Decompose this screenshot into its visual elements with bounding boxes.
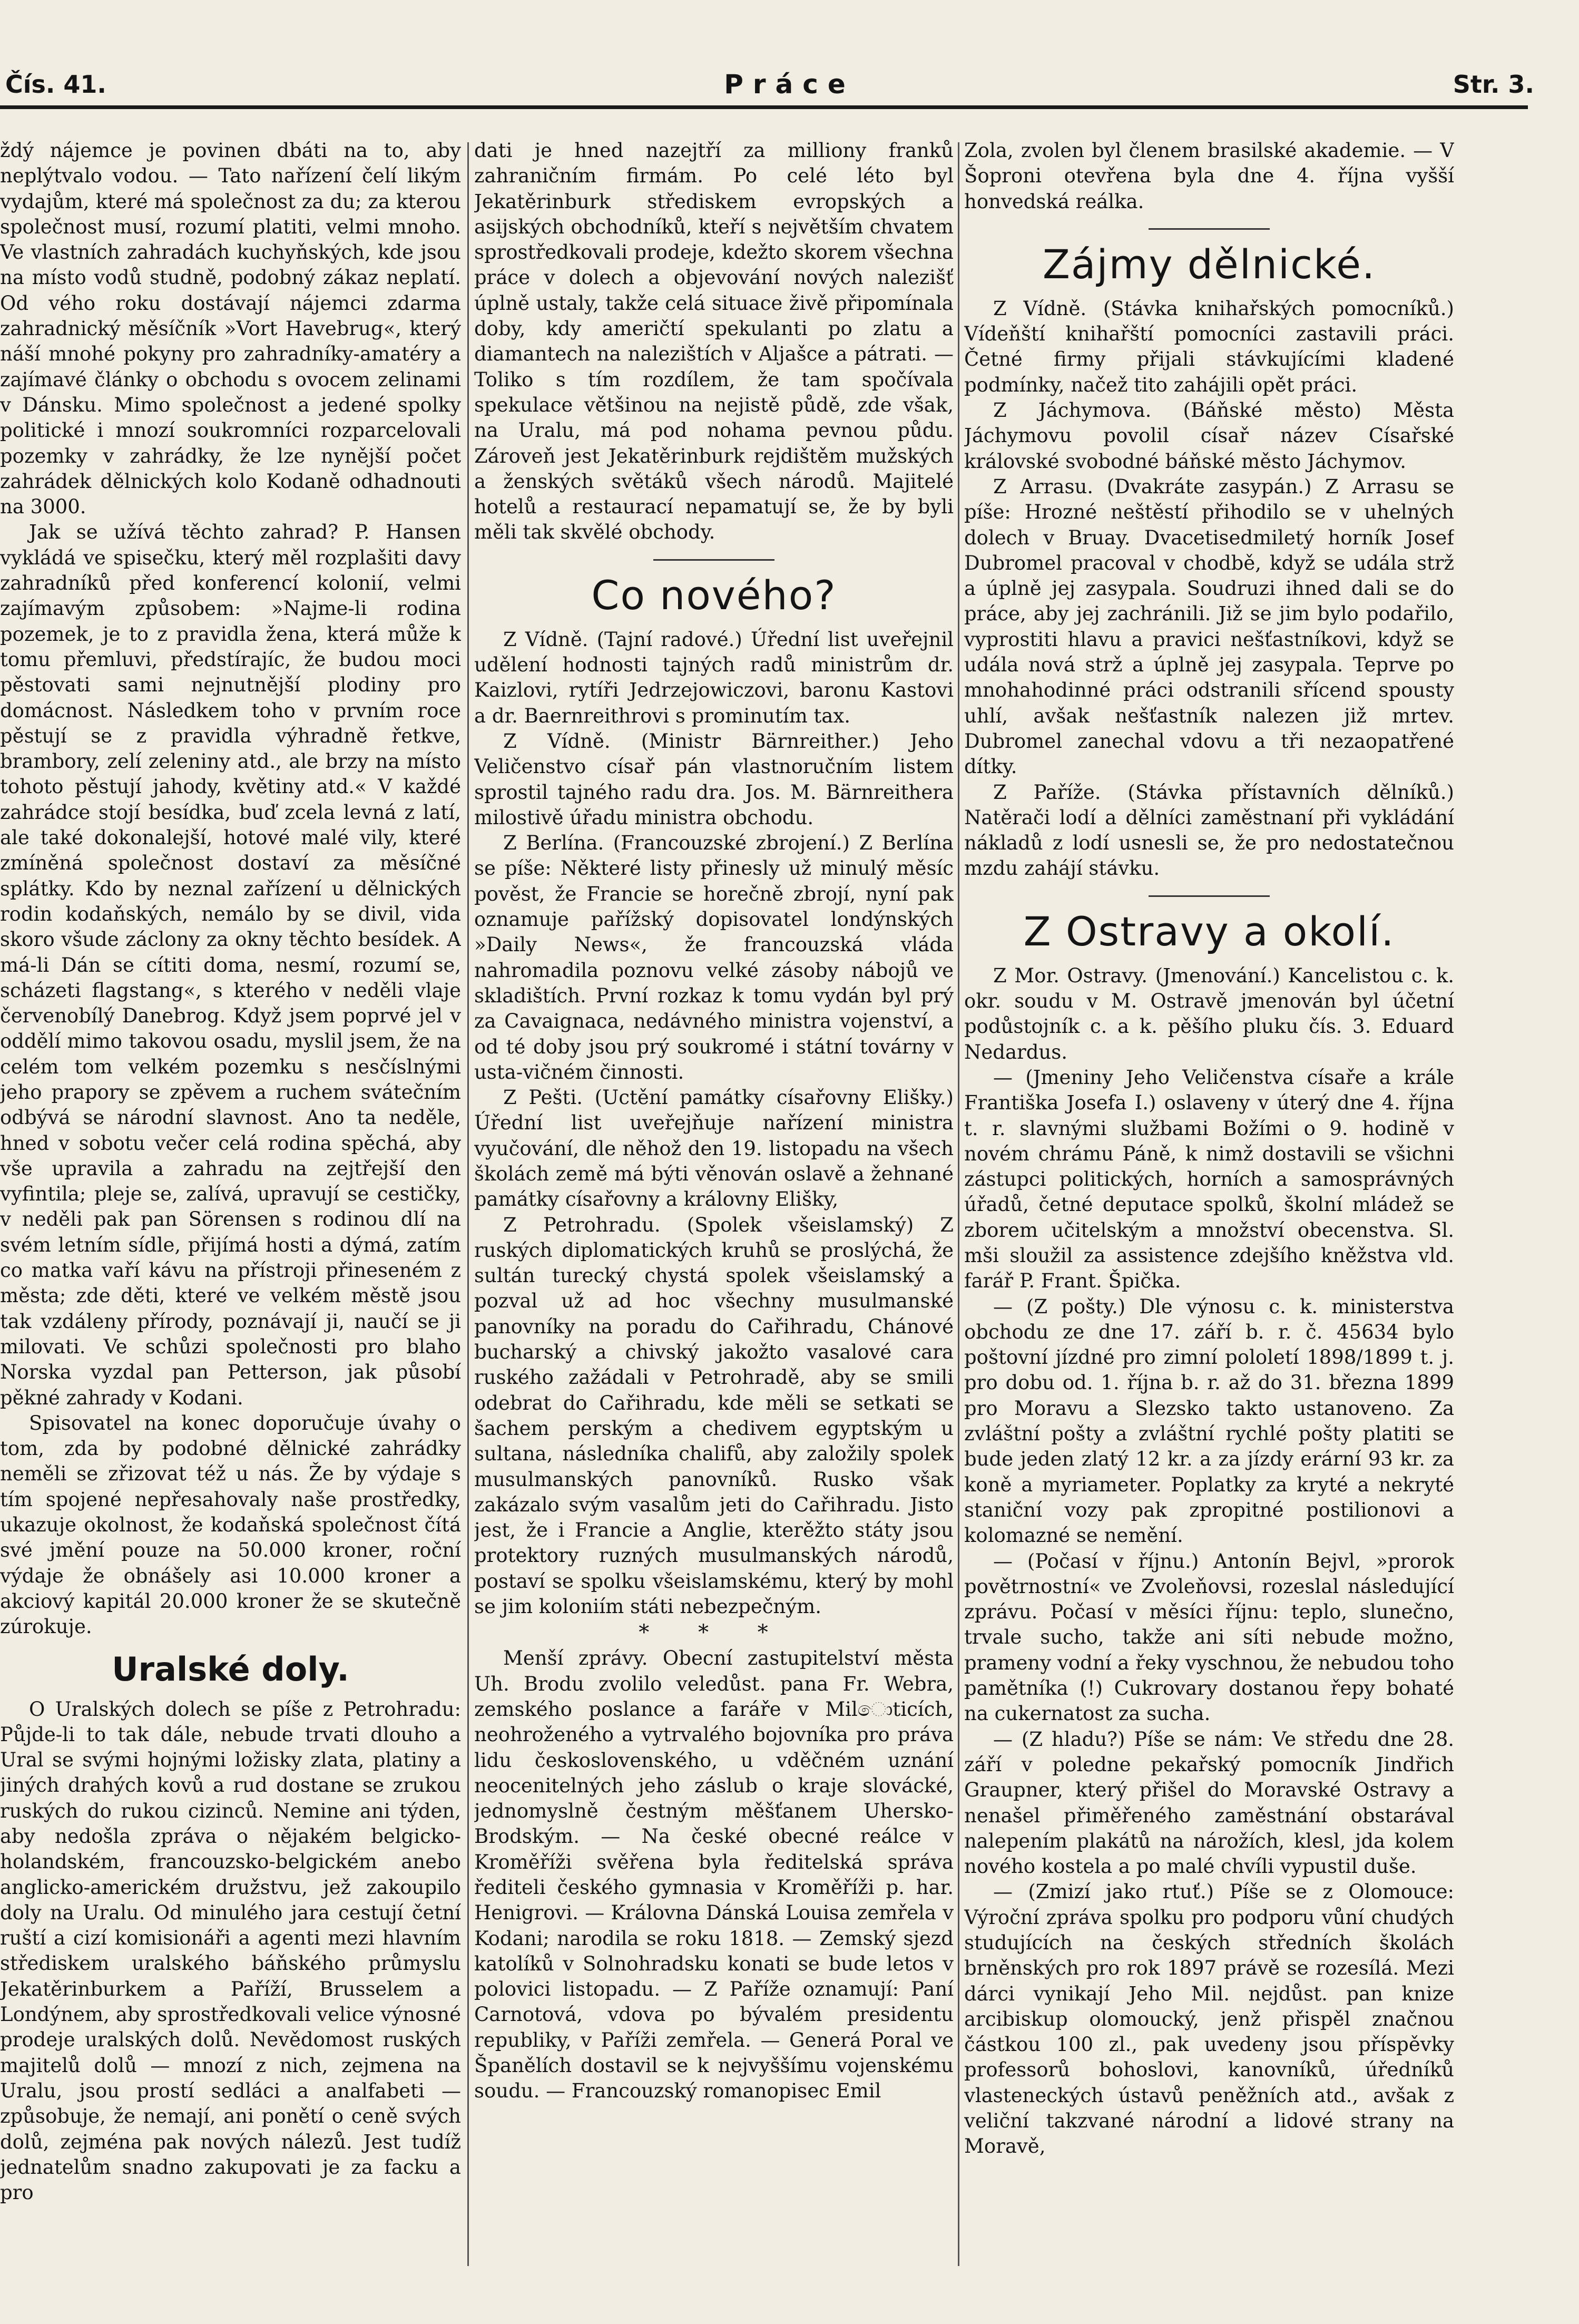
news-item: Z Vídně. (Ministr Bärnreither.) Jeho Veličenstvo císař pán vlastnoručním listem sprostil tajného radu dra. Jos. M. Bärnreithera milostivě úřadu ministra obchodu. [474,729,954,829]
column-3 [964,138,1454,2293]
article-paragraph: Jak se užívá těchto zahrad? P. Hansen vykládá ve spisečku, který měl rozplašiti davy zahradníků před konferencí kolonií, velmi zajímavým způsobem: »Najme-li rodina pozemek, je to z pravidla žena, která může k tomu přemluvi, předstírajíc, že budou moci pěstovati sami nejnutnější plodiny pro domácnost. Následkem toho v prvním roce pěstují se z pravidla výhradně řetkve, brambory, zelí zeleniny atd., ale brzy na místo tohoto pěstují jahody, květiny atd.« V každé zahrádce stojí besídka, buď zcela levná z latí, ale také dokonalejší, hotové malé vily, které zmíněná společnost dostaví za měsíčné splátky. Kdo by neznal zařízení u dělnických rodin kodaňských, nemálo by se divil, vida skoro všude záclony za okny těchto besídek. A má-li Dán se cítiti doma, nesmí, rozumí se, scházeti flagstang«, s kterého v neděli vlaje červenobílý Danebrog. Když jsem poprvé jel v oddělí mimo takovou osadu, myslil jsem, že na celém tom velkém pozemku s nesčíslnými jeho prapory se zpěvem a ruchem svátečním odbývá se národní slavnost. Ano ta neděle, hned v sobotu večer celá rodina spěchá, aby vše upravila a zahradu na zejtřejší den vyfintila; pleje se, zalívá, upravují se cestičky, v neděli pak pan Sörensen s rodinou dlí na svém letním sídle, přijímá hosti a dýmá, zatím co matka vaří kávu na přístroji přineseném z města; zde děti, které ve velkém městě jsou tak vzdáleny přírody, poznávají ji, naučí se ji milovati. Ve schůzi společnosti pro blaho Norska vyzdal pan Petterson, jak působí pěkné zahrady v Kodani. [0,521,461,1409]
news-item: — (Jmeniny Jeho Veličenstva císaře a krále Františka Josefa I.) oslaveny v úterý dne 4. října t. r. slavnými službami Božími o 9. hodině v novém chrámu Páně, k nimž dostavili se všichni zástupci politických, horních a samosprávných úřadů, četné deputace spolků, školní mládež se zborem učitelským a množství obecenstva. Sl. mši sloužil za assistence zdejšího kněžstva vld. farář P. Frant. Špička. [964,1066,1454,1293]
section-divider [1149,895,1270,897]
section-heading-zajmy-delnicke: Zájmy dělnické. [1042,240,1376,288]
news-item: Z Jáchymova. (Báňské město) Města Jáchymovu povolil císař název Císařské královské svobodné báňské město Jáchymov. [964,399,1454,473]
article-paragraph: Zola, zvolen byl členem brasilské akademie. — V Šoproni otevřena byla dne 4. října vyšší honvedská reálka. [964,139,1454,213]
news-item: — (Z hladu?) Píše se nám: Ve středu dne 28. září v poledne pekařský pomocník Jindřich Graupner, který přišel do Moravské Ostravy a nenašel přiměřeného zaměstnání obstarával nalepením plakátů na nárožích, klesl, jda kolem nového kostela a po malé chvíli vypustil duše. [964,1727,1454,1878]
article-paragraph: Spisovatel na konec doporučuje úvahy o tom, zda by podobné dělnické zahrádky neměli se zřizovat též u nás. Že by výdaje s tím spojené nepřesahovaly naše prostředky, ukazuje okolnost, že kodaňská společnost čítá své jmění pouze na 50.000 kroner, roční výdaje že obnášely asi 10.000 kroner a akciový kapitál 20.000 kroner že se skutečně zúrokuje. [0,1411,461,1638]
news-item: — (Z pošty.) Dle výnosu c. k. ministerstva obchodu ze dne 17. září b. r. č. 45634 bylo poštovní jízdné pro zimní pololetí 1898/1899 t. j. pro dobu od. 1. října b. r. až do 31. března 1899 pro Moravu a Slezsko takto ustanoveno. Za zvláštní pošty a zvláštní rychlé pošty platiti se bude jeden zlatý 12 kr. a za jízdy erární 93 kr. za koně a myriameter. Poplatky za kryté a nekryté staniční vozy pak zpropitné postilionovi a kolomazné se nemění. [964,1295,1454,1547]
page-header [0,63,1579,105]
section-heading-co-noveho: Co nového? [591,571,837,619]
article-paragraph: ždý nájemce je povinen dbáti na to, aby neplýtvalo vodou. — Tato nařízení čelí likým vydajům, které má společnost za du; za kterou společnost musí, rozumí platiti, velmi mnoho. Ve vlastních zahradách kuchyňských, kde jsou na místo vodů studně, podobný zákaz neplatí. Od vého roku dostávají nájemci zdarma zahradnický měsíčník »Vort Havebrug«, který náší mnohé pokyny pro zahradníky-amatéry a zajímavé články o obchodu s ovocem zelinami v Dánsku. Mimo společnost a jedené spolky politické i mnozí soukromníci rozparcelovali pozemky v zahrádky, že lze nynější počet zahrádek dělnických kolo Kodaně odhadnouti na 3000. [0,139,461,519]
newspaper-title: Práce [724,69,855,100]
issue-number: Čís. 41. [5,70,106,99]
news-item: — (Počasí v říjnu.) Antonín Bejvl, »prorok povětrnostní« ve Zvoleňovsi, rozeslal následující zprávu. Počasí v měsíci říjnu: teplo, slunečno, trvale sucho, takže ani síti nebude možno, prameny vodní a řeky vyschnou, že nebudou toho pamětníka (!) Cukrovary dostanou řepy bohaté na cukernatost za sucha. [964,1549,1454,1725]
news-item: Z Vídně. (Stávka knihařských pomocníků.) Vídeňští knihařští pomocníci zastavili práci. Četné firmy přijali stávkujícími kladené podmínky, načež tito zahájili opět práci. [964,297,1454,396]
news-item: Z Petrohradu. (Spolek všeislamský) Z ruských diplomatických kruhů se proslýchá, že sultán turecký chystá spolek všeislamský a pozval už ad hoc všechny musulmanské panovníky na poradu do Cařihradu, Chánové bucharský a chivský jakožto vasalové cara ruského zažádali v Petrohradě, aby se smili odebrat do Cařihradu, kde měli se setkati se šachem perským a chedivem egyptským u sultana, následníka chalifů, aby založily spolek musulmanských panovníků. Rusko však zakázalo svým vasalům jeti do Cařihradu. Jisto jest, že i Francie a Anglie, kterěžto státy jsou protektory ruzných musulmanských národů, postaví se spolku všeislamskému, který by mohl se jim koloniím státi nebezpečným. [474,1213,954,1618]
page-number: Str. 3. [1453,70,1534,99]
article-paragraph: dati je hned nazejtří za milliony franků zahraničním firmám. Po celé léto byl Jekatěrinburk střediskem evropských a asijských obchodníků, kteří s největším chvatem sprostředkovali prodeje, kdežto skorem všechna práce v dolech a objevování nových nalezišť úplně ustaly, takže celá situace živě připomínala doby, kdy američtí spekulanti po zlatu a diamantech na nalezištích v Aljašce a pátrati. — Toliko s tím rozdílem, že tam spočívala spekulace většinou na nejistě půdě, zde však, na Uralu, má pod nohama pevnou půdu. Zároveň jest Jekatěrinburk rejdištěm mužských a ženských světáků všech národů. Majitelé hotelů a restaurací nepamatují se, že by byli měli tak skvělé obchody. [474,139,954,544]
section-heading-z-ostravy: Z Ostravy a okolí. [1023,907,1395,955]
news-item: Z Pešti. (Uctění památky císařovny Elišky.) Úřední list uveřejňuje nařízení ministra vyučování, dle něhož den 19. listopadu na všech školách země má býti věnován oslavě a žehnané památky císařovny a královny Elišky, [474,1086,954,1211]
news-item: Z Mor. Ostravy. (Jmenování.) Kancelistou c. k. okr. soudu v M. Ostravě jmenován byl účetní podůstojník c. a k. pěšího pluku čís. 3. Eduard Nedardus. [964,964,1454,1063]
section-heading-uralske-doly: Uralské doly. [112,1649,349,1688]
news-item: Menší zprávy. Obecní zastupitelství města Uh. Brodu zvolilo veledůst. pana Fr. Webra, zemského poslance a faráře v Milොticích, neohroženého a vytrvalého bojovníka pro práva lidu československého, u vděčném uznání neocenitelných jeho záslub o kraje slovácké, jednomyslně čestným měšťanem Uhersko-Brodským. — Na české obecné reálce v Kroměříži svěřena byla ředitelská správa řediteli českého gymnasia v Kroměříži p. har. Henigrovi. — Královna Dánská Louisa zemřela v Kodani; narodila se roku 1818. — Zemský sjezd katolíků v Solnohradsku konati se bude letos v polovici listopadu. — Z Paříže oznamují: Paní Carnotová, vdova po bývalém presidentu republiky, v Paříži zemřela. — Generá Poral ve Španělích dostavil se k nejvyššímu vojenskému soudu. — Francouzský romanopisec Emil [474,1647,954,2103]
column-divider-1 [467,142,469,2266]
news-item: Z Vídně. (Tajní radové.) Úřední list uveřejnil udělení hodnosti tajných radů ministrům dr. Kaizlovi, rytíři Jedrzejowiczovi, baronu Kastovi a dr. Baernreithrovi s prominutím tax. [474,628,954,727]
news-item: Z Berlína. (Francouzské zbrojení.) Z Berlína se píše: Některé listy přinesly už minulý měsíc pověst, že Francie se horečně zbrojí, nyní pak oznamuje pařížský dopisovatel londýnských »Daily News«, že francouzská vláda nahromadila poznovu velké zásoby nábojů ve skladištích. První rozkaz k tomu vydán byl prý za Cavaignaca, nedávného ministra vojenství, a od té doby jsou prý soukromé i státní továrny v usta-vičném činnosti. [474,832,954,1083]
column-2 [474,138,954,2272]
section-divider [653,559,774,561]
header-rule [0,105,1528,109]
column-1 [0,138,461,2304]
section-stars: * * * [639,1620,789,1645]
news-item: — (Zmizí jako rtuť.) Píše se z Olomouce: Výroční zpráva spolku pro podporu vůní chudých studujících na českých středních školách brněnských pro rok 1897 právě se rozesílá. Mezi dárci vynikají Jeho Mil. nejdůst. pan knize arcibiskup olomoucký, jenž přispěl značnou částkou 100 zl., pak uvedeny jsou příspěvky professorů bohoslovi, kanovníků, úředníků vlasteneckých ústavů peněžních atd., avšak z veliční takzvané národní a lidové strany na Moravě, [964,1880,1454,2158]
news-item: Z Arrasu. (Dvakráte zasypán.) Z Arrasu se píše: Hrozné neštěstí přihodilo se v uhelných dolech v Bruay. Dvacetisedmiletý horník Josef Dubromel pracoval v chodbě, když se udála strž a úplně jej zasypala. Soudruzi ihned dali se do práce, aby jej zachránili. Již se jim bylo podařilo, vyprostiti hlavu a pravici nešťastníkovi, když se udála nová strž a úplně jej zasypala. Teprve po mnohahodinné práci odstranili sřícend spousty uhlí, avšak nešťastník nalezen již mrtev. Dubromel zanechal vdovu a tři nezaopatřené dítky. [964,475,1454,778]
article-paragraph: O Uralských dolech se píše z Petrohradu: Půjde-li to tak dále, nebude trvati dlouho a Ural se svými hojnými ložisky zlata, platiny a jiných drahých kovů a rud dostane se zrukou ruských do rukou cizinců. Nemine ani týden, aby nedošla zpráva o nějakém belgicko-holandském, francouzsko-belgickém anebo anglicko-americkém družstvu, jež zakoupilo doly na Uralu. Od minulého jara cestují četní ruští a cizí komisionáři a agenti mezi hlavním střediskem uralského báňského průmyslu Jekatěrinburkem a Paříží, Brusselem a Londýnem, aby sprostředkovali velice výnosné prodeje uralských dolů. Nevědomost ruských majitelů dolů — mnozí z nich, zejmena na Uralu, jsou prostí sedláci a analfabeti — způsobuje, že nemají, ani ponětí o ceně svých dolů, zejména pak nových nálezů. Jest tudíž jednatelům snadno zakupovati je za facku a pro [0,1697,461,2204]
news-item: Z Paříže. (Stávka přístavních dělníků.) Natěrači lodí a dělníci zaměstnaní při vykládání nákladů z lodí usnesli se, že pro nedostatečnou mzdu zahájí stávku. [964,780,1454,880]
column-divider-2 [958,142,959,2266]
section-divider [1149,228,1270,230]
